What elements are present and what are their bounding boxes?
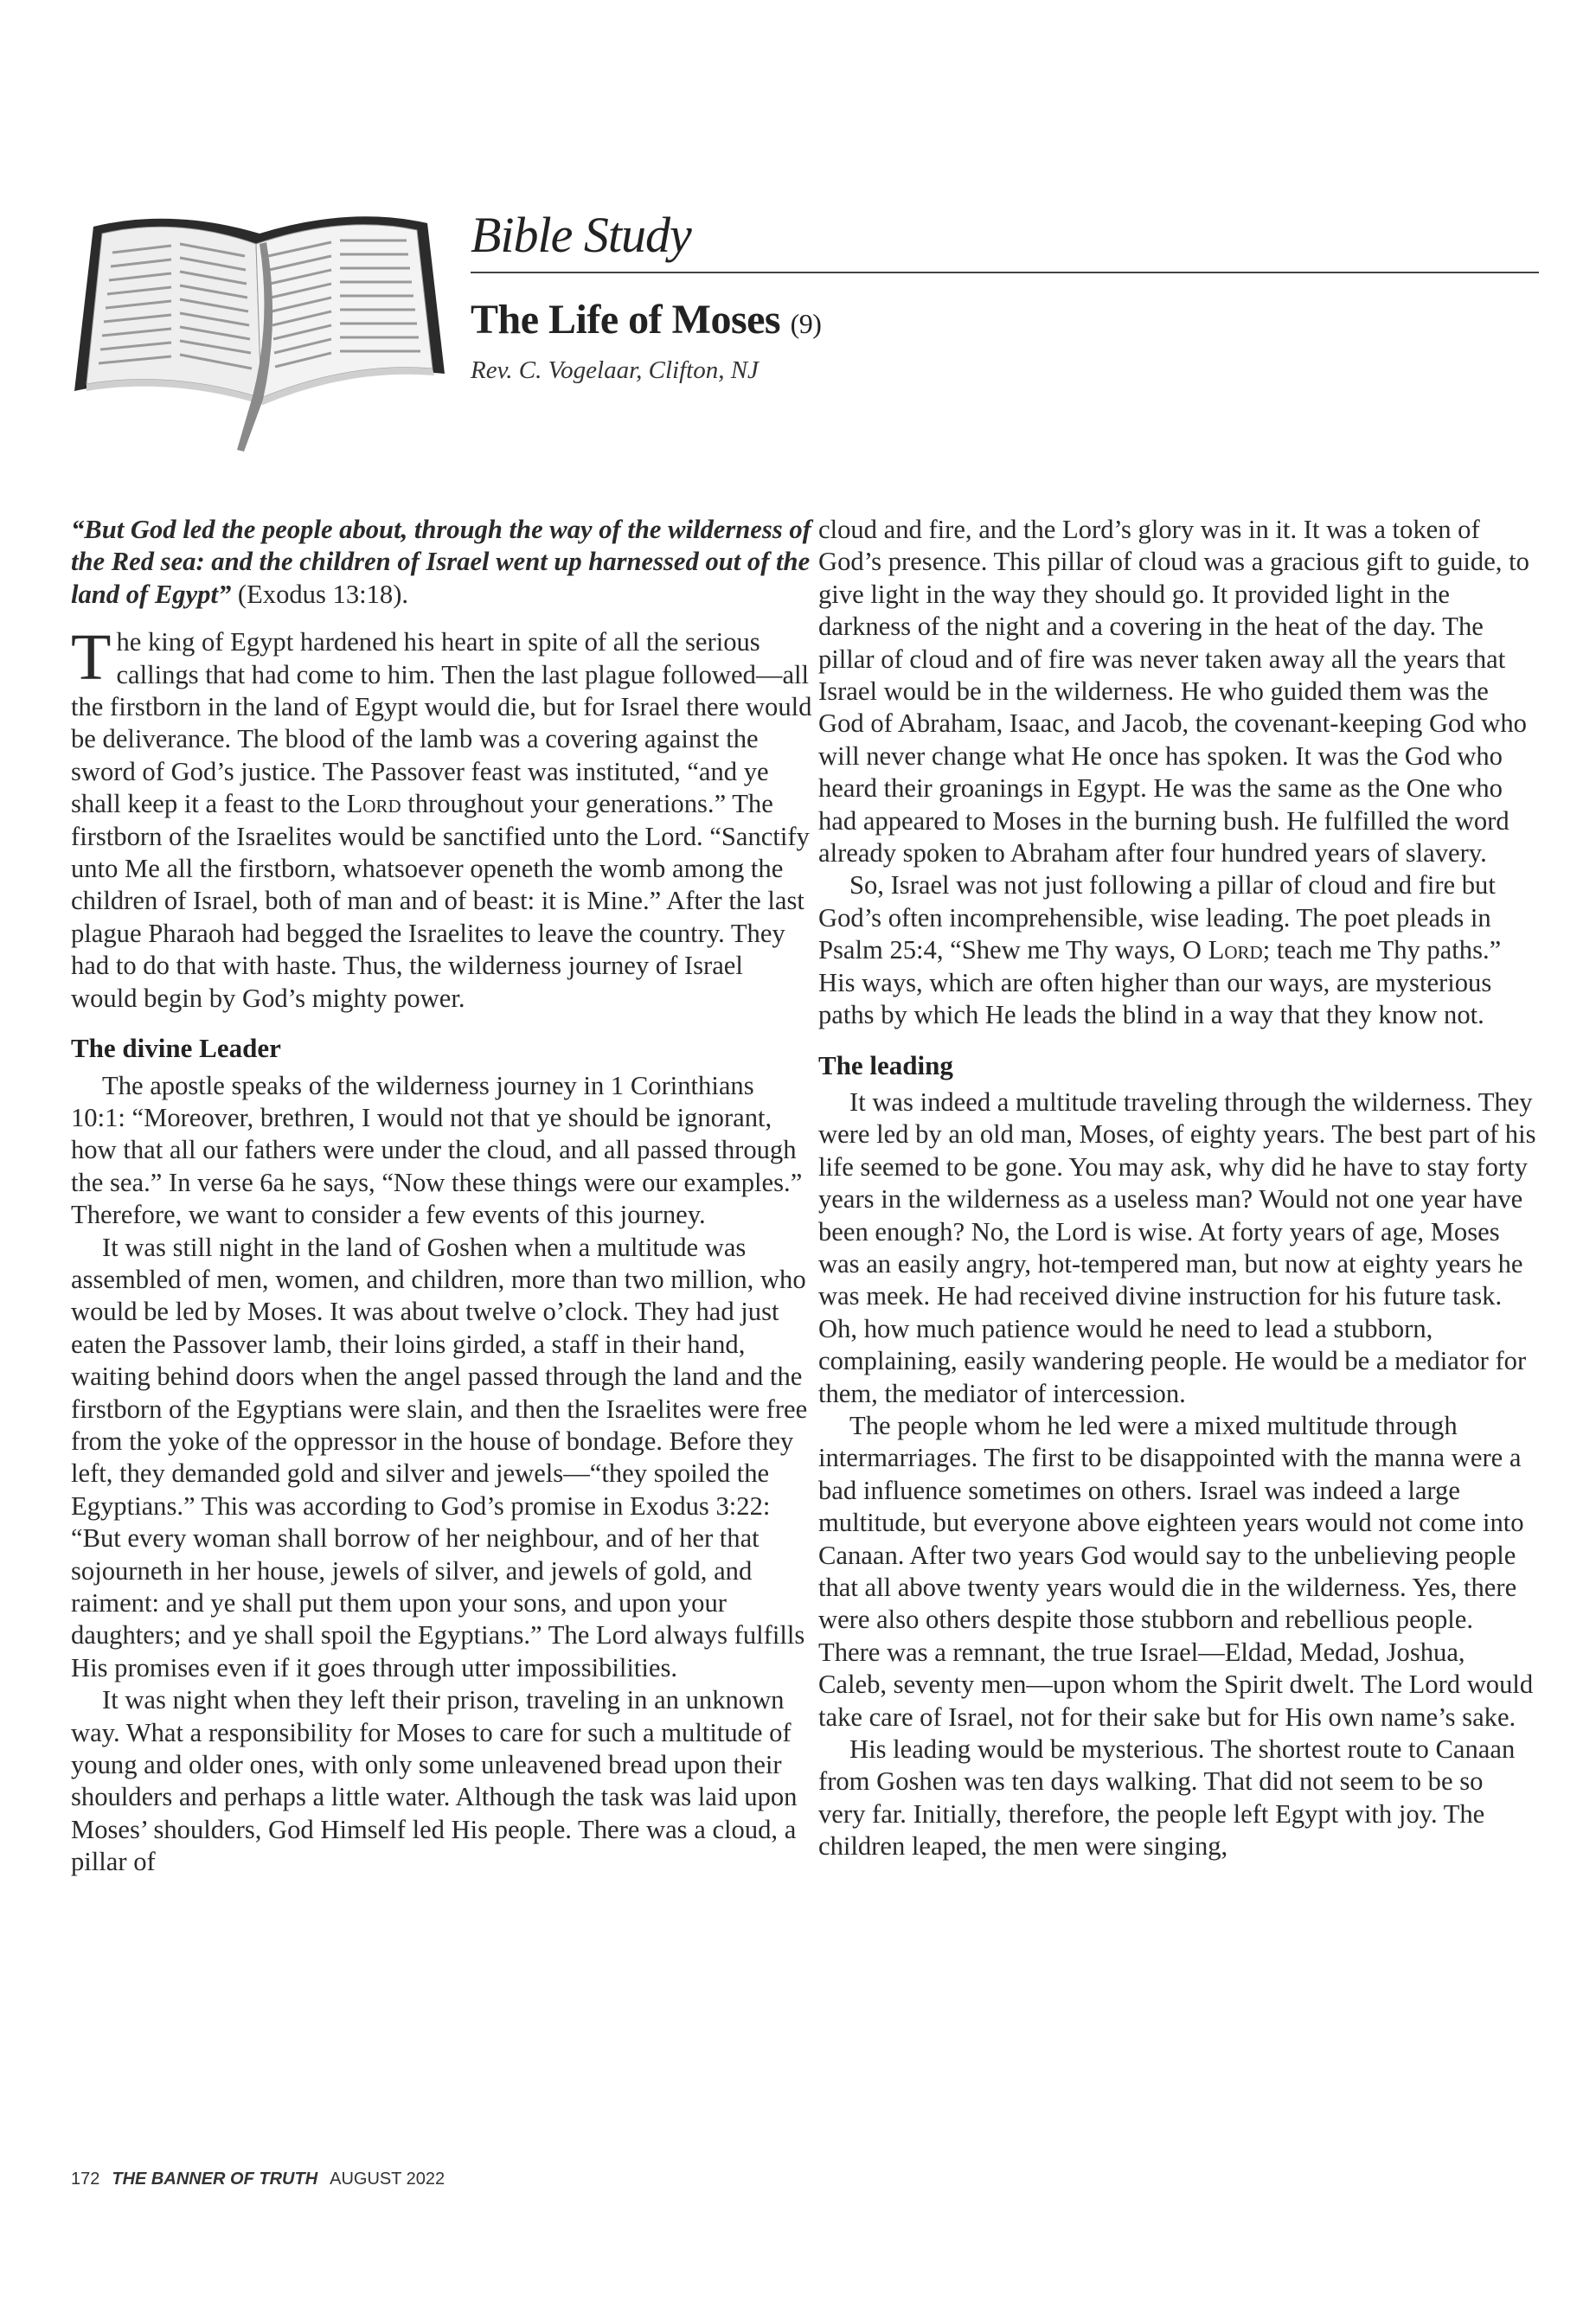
header-divider: [471, 272, 1539, 273]
article-title-text: The Life of Moses: [471, 297, 781, 343]
lord-small-caps: Lord: [346, 789, 401, 819]
paragraph: His leading would be mysterious. The shortest route to Canaan from Goshen was ten days walking. That did not seem to be so very far. Initially, therefore, the people left Egypt with joy. The children leaped, the men were singing,: [818, 1734, 1516, 1862]
page-number: 172: [71, 2170, 100, 2189]
subheading-divine-leader: The divine Leader: [71, 1033, 281, 1064]
article-author: Rev. C. Vogelaar, Clifton, NJ: [471, 356, 759, 384]
epigraph-quote: “But God led the people about, through the way of the wilderness of the Red sea: and the children of Israel went up harnessed out of the land of Egypt”: [71, 515, 811, 609]
paragraph-continued: cloud and fire, and the Lord’s glory was in it. It was a token of God’s presence. This pillar of cloud was a gracious gift to guide, to give light in the way they should go. It provided light in the darkness of the night and a covering in the heat of the day. The pillar of cloud and of fire was never taken away all the years that Israel would be in the wilderness. He who guided them was the God of Abraham, Isaac, and Jacob, the covenant-keeping God who will never change what He once has spoken. It was the God who heard their groanings in Egypt. He was the same as the One who had appeared to Moses in the burning bush. He fulfilled the word already spoken to Abraham after four hundred years of slavery.: [818, 515, 1529, 868]
article-title: [471, 296, 821, 343]
paragraph: It was night when they left their prison, traveling in an unknown way. What a responsibility for Moses to care for such a multitude of young and older ones, with only some unleavened bread upon their shoulders and perhaps a little water. Although the task was laid upon Moses’ shoulders, God Himself led His people. There was a cloud, a pillar of: [71, 1685, 798, 1877]
paragraph: The apostle speaks of the wilderness journey in 1 Corinthians 10:1: “Moreover, brethren, I would not that ye should be ignorant, how that all our fathers were under the cloud, and all passed through the sea.” In verse 6a he says, “Now these things were our examples.” Therefore, we want to consider a few events of this journey.: [71, 1070, 803, 1230]
paragraph-text-b: ; teach me Thy paths.” His ways, which are often higher than our ways, are mysterious paths by which He leads the blind in a way that they know not.: [818, 935, 1502, 1030]
subheading-the-leading: The leading: [818, 1049, 953, 1080]
paragraph-text-a: So, Israel was not just following a pillar of cloud and fire but God’s often incomprehensible, wise leading. The poet pleads in Psalm 25:4, “Shew me Thy ways, O: [818, 870, 1496, 965]
section-title: Bible Study: [471, 207, 691, 263]
intro-paragraph: [71, 621, 815, 1015]
paragraph: It was still night in the land of Goshen when a multitude was assembled of men, women, and children, more than two million, who would be led by Moses. It was about twelve o’clock. They had just eaten the Passover lamb, their loins girded, a staff in their hand, waiting behind doors when the angel passed through the land and the firstborn of the Egyptians were slain, and then the Israelites were free from the yoke of the oppressor in the house of bondage. Before they left, they demanded gold and silver and jewels—“they spoiled the Egyptians.” This was according to God’s promise in Exodus 3:22: “But every woman shall borrow of her neighbour, and of her that sojourneth in her house, jewels of silver, and jewels of gold, and raiment: and ye shall put them upon your sons, and upon your daughters; and ye shall spoil the Egyptians.” The Lord always fulfills His promises even if it goes through utter impossibilities.: [71, 1232, 808, 1682]
intro-text-a: he king of Egypt hardened his heart in spite of all the serious callings that had come to him. Then the last plague followed—all the firstborn in the land of Egypt would die, but for Israel there would be deliverance. The blood of the lamb was a covering against the sword of God’s justice. The Passover feast was instituted, “and ye shall keep it a feast to the: [71, 627, 812, 819]
issue-date: AUGUST 2022: [330, 2170, 445, 2189]
article-number: (9): [790, 308, 822, 339]
paragraph: [818, 869, 1536, 1031]
open-bible-icon: [67, 192, 448, 452]
epigraph: [71, 514, 815, 611]
page-footer: [71, 2170, 445, 2189]
paragraph: The people whom he led were a mixed multitude through intermarriages. The first to be disappointed with the manna were a bad influence sometimes on others. Israel was indeed a large multitude, but everyone above eighteen years would not come into Canaan. After two years God would say to the unbelieving people that all above twenty years would die in the wilderness. Yes, there were also others despite those stubborn and rebellious people. There was a remnant, the true Israel—Eldad, Medad, Joshua, Caleb, seventy men—upon whom the Spirit dwelt. The Lord would take care of Israel, not for their sake but for His own name’s sake.: [818, 1410, 1534, 1732]
publication-name: THE BANNER OF TRUTH: [112, 2170, 318, 2189]
intro-text-b: throughout your generations.” The firstborn of the Israelites would be sanctified unto the Lord. “Sanctify unto Me all the firstborn, whatsoever openeth the womb among the children of Israel, both of man and of beast: it is Mine.” After the last plague Pharaoh had begged the Israelites to leave the country. They had to do that with haste. Thus, the wilderness journey of Israel would begin by God’s mighty power.: [71, 789, 810, 1013]
right-column: [818, 514, 1536, 1863]
epigraph-reference: (Exodus 13:18).: [231, 579, 409, 609]
drop-cap: T: [71, 621, 112, 695]
lord-small-caps: Lord: [1208, 935, 1263, 965]
paragraph: It was indeed a multitude traveling through the wilderness. They were led by an old man, Moses, of eighty years. The best part of his life seemed to be gone. You may ask, why did he have to stay forty years in the wilderness as a useless man? Would not one year have been enough? No, the Lord is wise. At forty years of age, Moses was an easily angry, hot-tempered man, but now at eighty years he was meek. He had received divine instruction for his future task. Oh, how much patience would he need to lead a stubborn, complaining, easily wandering people. He would be a mediator for them, the mediator of intercession.: [818, 1086, 1536, 1408]
left-column: [71, 514, 815, 1879]
